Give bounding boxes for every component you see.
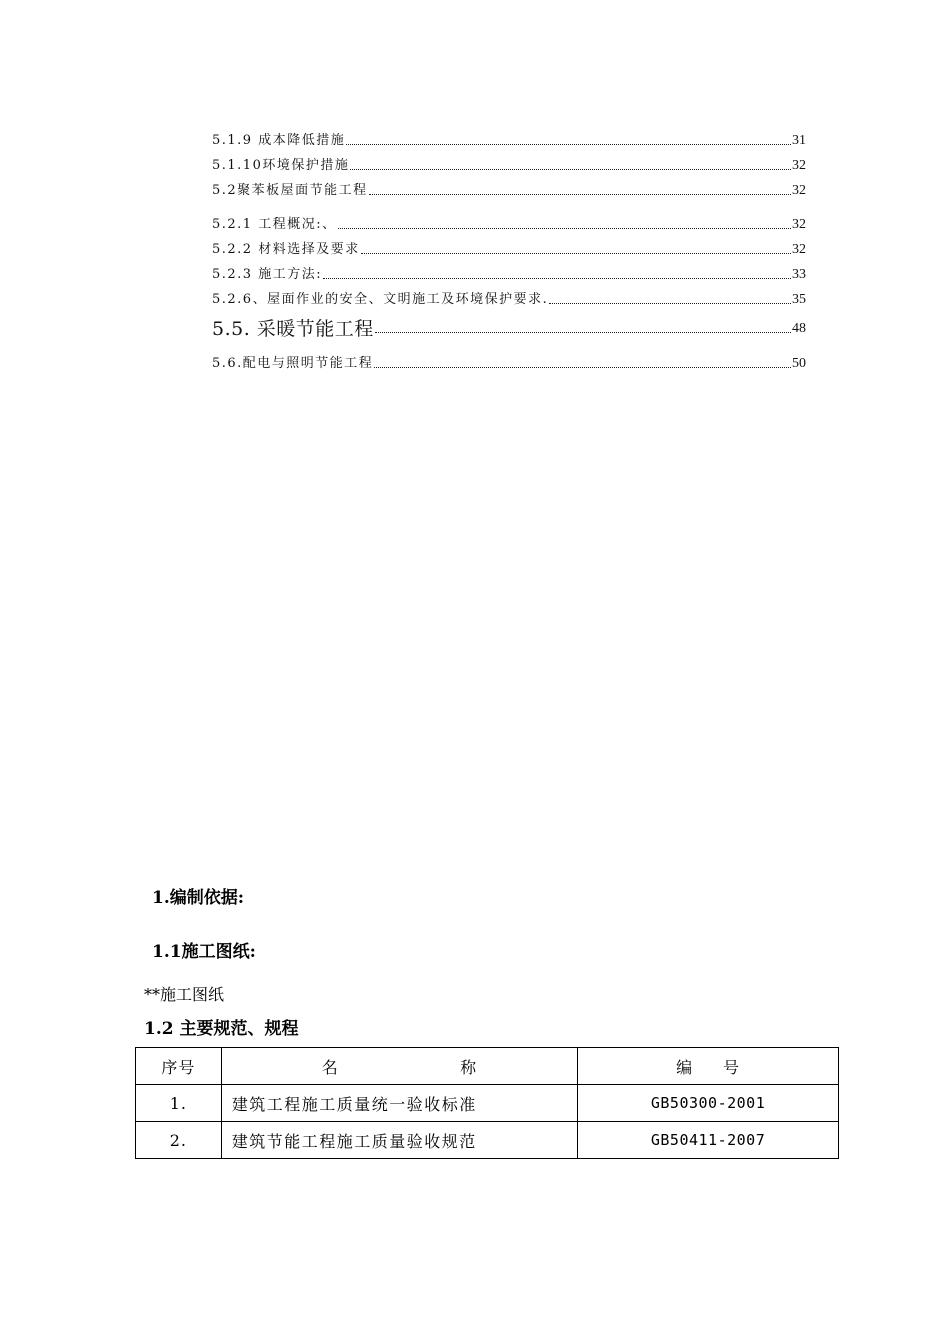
toc-entry-page: 48 <box>792 321 806 336</box>
toc-dot-leader <box>369 194 791 195</box>
header-code-char-1: 编 <box>676 1057 694 1077</box>
header-code <box>578 1048 839 1085</box>
toc-entry-page: 32 <box>792 217 806 232</box>
toc-entry[interactable] <box>212 310 806 339</box>
row-name: 建筑节能工程施工质量验收规范 <box>221 1122 577 1159</box>
toc-entry[interactable] <box>212 176 806 201</box>
toc-dot-leader <box>361 253 791 254</box>
header-name-char-2: 称 <box>460 1057 478 1077</box>
row-code: GB50300-2001 <box>578 1085 839 1122</box>
toc-entry-page: 32 <box>792 158 806 173</box>
toc-entry[interactable] <box>212 151 806 176</box>
toc-entry-title: 5.2聚苯板屋面节能工程 <box>212 183 368 198</box>
toc-entry-title: 5.2.2 材料选择及要求 <box>212 242 360 257</box>
section-heading-1-1: 1.1施工图纸: <box>152 942 256 962</box>
toc-entry-title: 5.2.3 施工方法: <box>212 267 323 282</box>
row-name: 建筑工程施工质量统一验收标准 <box>221 1085 577 1122</box>
toc-entry[interactable] <box>212 210 806 235</box>
toc-entry[interactable] <box>212 285 806 310</box>
toc-entry-title: 5.1.10环境保护措施 <box>212 158 350 173</box>
toc-entry-page: 35 <box>792 292 806 307</box>
section-heading-1-2: 1.2 主要规范、规程 <box>144 1019 299 1039</box>
row-no: 2. <box>136 1122 222 1159</box>
toc-dot-leader <box>374 367 791 368</box>
toc-entry-title: 5.2.6、屋面作业的安全、文明施工及环境保护要求. <box>212 292 549 307</box>
toc-entry-page: 32 <box>792 242 806 257</box>
toc-dot-leader <box>323 278 791 279</box>
toc-dot-leader <box>338 228 791 229</box>
toc-entry-page: 50 <box>792 356 806 371</box>
header-code-char-2: 号 <box>722 1057 740 1077</box>
row-no: 1. <box>136 1085 222 1122</box>
toc-entry[interactable] <box>212 235 806 260</box>
header-name <box>221 1048 577 1085</box>
section-heading-1: 1.编制依据: <box>152 888 245 908</box>
toc-entry-page: 32 <box>792 183 806 198</box>
table-of-contents <box>212 126 806 374</box>
table-header-row <box>136 1048 839 1085</box>
toc-entry-page: 33 <box>792 267 806 282</box>
toc-entry-title: 5.1.9 成本降低措施 <box>212 133 346 148</box>
standards-table <box>135 1047 839 1159</box>
toc-entry-title: 5.2.1 工程概况:、 <box>212 217 337 232</box>
header-name-char-1: 名 <box>321 1057 339 1077</box>
toc-entry-title: 5.6.配电与照明节能工程 <box>212 356 374 371</box>
toc-entry[interactable] <box>212 349 806 374</box>
toc-entry-title: 5.5. 采暖节能工程 <box>212 318 374 340</box>
table-row <box>136 1122 839 1159</box>
toc-entry-page: 31 <box>792 133 806 148</box>
toc-entry[interactable] <box>212 126 806 151</box>
table-row <box>136 1085 839 1122</box>
toc-dot-leader <box>375 332 791 333</box>
header-no: 序号 <box>136 1048 222 1085</box>
drawings-text: **施工图纸 <box>144 985 225 1004</box>
toc-entry[interactable] <box>212 260 806 285</box>
row-code: GB50411-2007 <box>578 1122 839 1159</box>
toc-dot-leader <box>346 144 791 145</box>
toc-dot-leader <box>350 169 791 170</box>
toc-dot-leader <box>549 303 791 304</box>
